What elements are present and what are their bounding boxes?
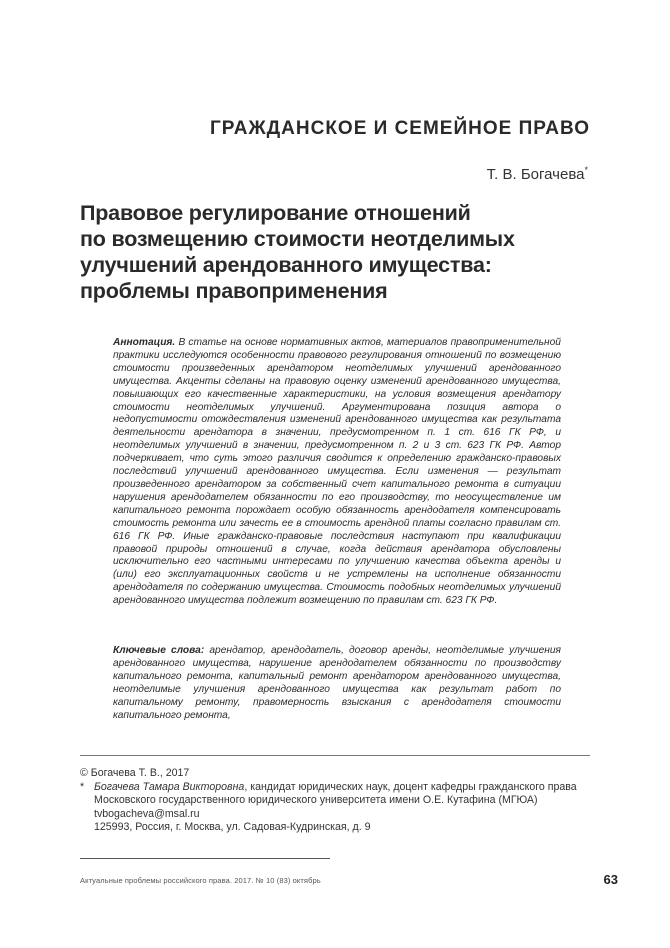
author-name-text: Т. В. Богачева: [486, 166, 585, 183]
author-footnote: [80, 781, 595, 808]
copyright-line: © Богачева Т. В., 2017: [80, 767, 190, 779]
abstract: [113, 337, 561, 608]
footnote-address: 125993, Россия, г. Москва, ул. Садовая-Кудринская, д. 9: [94, 821, 371, 834]
footer-divider: [80, 858, 330, 859]
footnote-mark: *: [80, 780, 85, 793]
article-title: [80, 200, 600, 304]
running-footer: Актуальные проблемы российского права. 2017. № 10 (83) октябрь: [80, 876, 321, 885]
footnote-email[interactable]: tvbogacheva@msal.ru: [94, 807, 200, 820]
section-title: ГРАЖДАНСКОЕ И СЕМЕЙНОЕ ПРАВО: [209, 118, 590, 139]
page-number: 63: [603, 872, 618, 887]
article-title-line: проблемы правоприменения: [80, 279, 388, 303]
footnote-author-name: Богачева Тамара Викторовна: [94, 780, 245, 793]
keywords-label: Ключевые слова:: [113, 645, 205, 656]
abstract-label: Аннотация.: [113, 337, 176, 348]
article-title-line: улучшений арендованного имущества:: [80, 253, 492, 277]
article-title-line: по возмещению стоимости неотделимых: [80, 227, 515, 251]
footnote-author-info: , кандидат юридических наук, доцент кафедры гражданского права Московского государственного юридического университета имени О.Е. Кутафина (МГЮА): [94, 780, 577, 807]
footnotes: [80, 767, 595, 835]
article-title-line: Правовое регулирование отношений: [80, 201, 471, 225]
abstract-text: В статье на основе нормативных актов, материалов правоприменительной практики исследуются особенности правового регулирования отношений по возмещению стоимости произведенных арендатором неотделимых улучшений арендованного имущества. Акценты сделаны на правовую оценку изменений арендованного имущества, повышающих его качественные характеристики, на условия возмещения арендатору стоимости неотделимых улучшений. Аргументирована позиция автора о недопустимости отождествления изменений арендованного имущества как результата деятельности арендатора в значении, предусмотренном п. 1 ст. 616 ГК РФ, и неотделимых улучшений в значении, предусмотренном п. 2 и 3 ст. 623 ГК РФ. Автор подчеркивает, что суть этого различия сводится к определению гражданско-правовых последствий улучшений арендованного имущества. Если изменения — результат произведенного арендатором за собственный счет капитального ремонта в ситуации нарушения арендодателем обязанности по его производству, то неосуществление им капитального ремонта порождает особую обязанность арендодателя компенсировать стоимость ремонта или зачесть ее в стоимость арендной платы согласно правилам ст. 616 ГК РФ. Иные гражданско-правовые последствия наступают при квалификации правовой природы отношений в случае, когда действия арендатора обусловлены исключительно его частными интересами по улучшению качества объекта аренды и (или) его эксплуатационных свойств и не устремлены на исполнение обязанности арендодателя по содержанию имущества. Стоимость подобных неотделимых улучшений арендованного имущества подлежит возмещению по правилам ст. 623 ГК РФ.: [113, 337, 561, 607]
author-footnote-mark: *: [584, 165, 588, 175]
footnote-divider: [80, 755, 590, 756]
author-name: [487, 165, 588, 183]
keywords: [113, 645, 561, 722]
keywords-text: арендатор, арендодатель, договор аренды, неотделимые улучшения арендованного имущества, нарушение арендодателем обязанности по производству капитального ремонта, капитальный ремонт арендатором арендованного имущества, неотделимые улучшения арендованного имущества как результат работ по капитальному ремонту, правомерность взыскания с арендодателя стоимости капитального ремонта,: [113, 645, 561, 721]
